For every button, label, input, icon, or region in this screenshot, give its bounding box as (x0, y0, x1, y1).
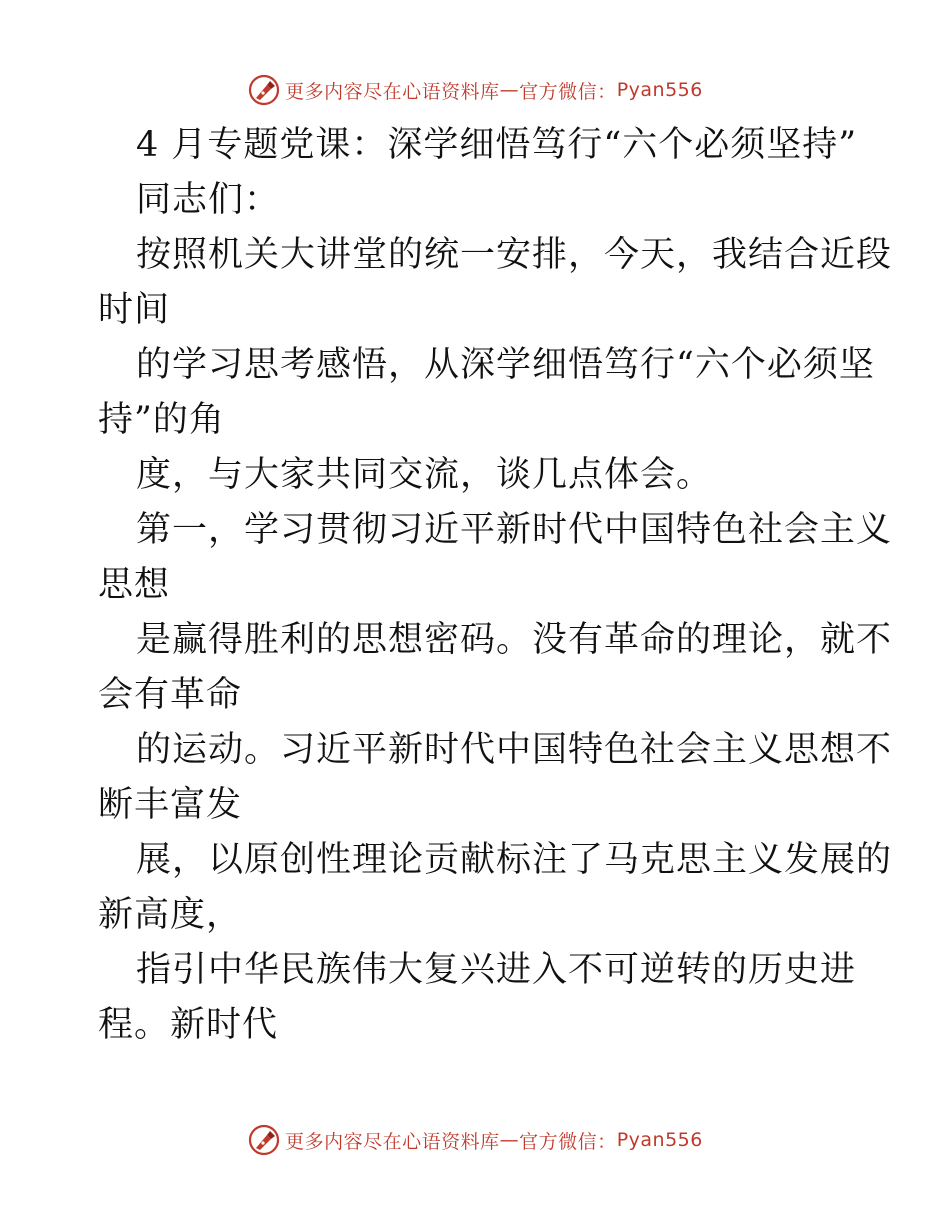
text-line: 的运动。习近平新时代中国特色社会主义思想不 (136, 730, 893, 770)
footer-watermark (0, 1120, 950, 1160)
text-line: 思想 (98, 565, 171, 605)
watermark-wechat-label: 官方微信： (519, 80, 617, 103)
watermark-site-text: 更多内容尽在心语资料库 (285, 1130, 500, 1153)
text-line: 新高度， (98, 895, 243, 935)
pen-nib-logo-icon (247, 1123, 281, 1157)
text-line: 会有革命 (98, 675, 243, 715)
watermark-separator: — (499, 1129, 520, 1151)
text-line: 程。新时代 (98, 1005, 279, 1045)
text-line: 度，与大家共同交流，谈几点体会。 (136, 455, 713, 495)
watermark-wechat-id: Pyan556 (616, 1129, 703, 1151)
text-line: 指引中华民族伟大复兴进入不可逆转的历史进 (136, 950, 857, 990)
text-line: 展，以原创性理论贡献标注了马克思主义发展的 (136, 840, 893, 880)
watermark-wechat-label: 官方微信： (519, 1130, 617, 1153)
salutation: 同志们： (136, 180, 281, 220)
text-line: 断丰富发 (98, 785, 243, 825)
text-line: 的学习思考感悟，从深学细悟笃行“六个必须坚 (136, 345, 875, 385)
header-watermark (0, 70, 950, 110)
text-line: 第一，学习贯彻习近平新时代中国特色社会主义 (136, 510, 893, 550)
text-line: 持”的角 (98, 400, 225, 440)
text-line: 按照机关大讲堂的统一安排，今天，我结合近段 (136, 235, 893, 275)
text-line: 时间 (98, 290, 171, 330)
text-line: 是赢得胜利的思想密码。没有革命的理论，就不 (136, 620, 893, 660)
document-title: 4 月专题党课：深学细悟笃行“六个必须坚持” (136, 125, 858, 165)
document-body (98, 118, 893, 1053)
watermark-separator: — (499, 79, 520, 101)
watermark-wechat-id: Pyan556 (616, 79, 703, 101)
pen-nib-logo-icon (247, 73, 281, 107)
watermark-site-text: 更多内容尽在心语资料库 (285, 80, 500, 103)
